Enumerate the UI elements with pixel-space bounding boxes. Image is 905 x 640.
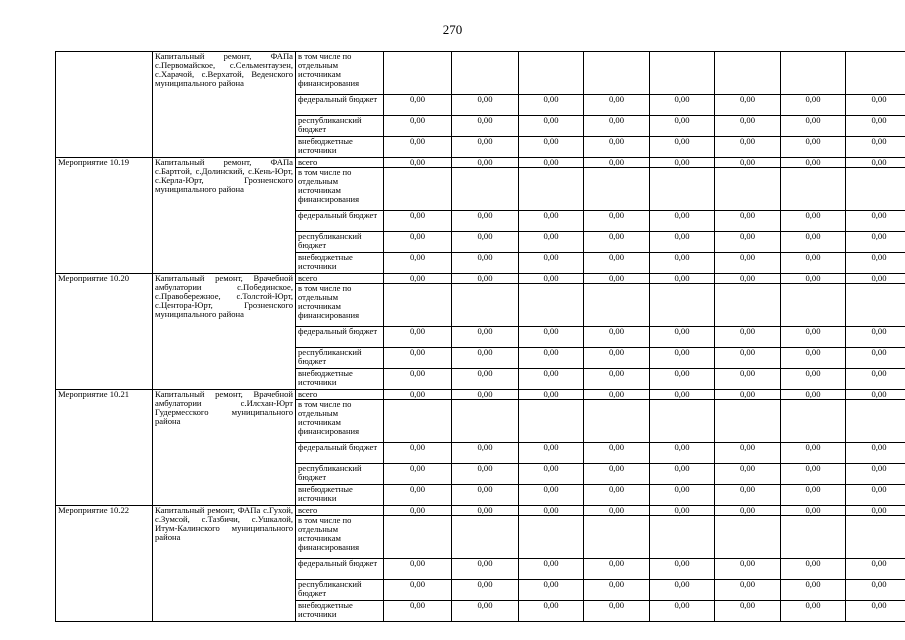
- description-cell: Капитальный ремонт, Врачебной амбулатории с.Илсхан-Юрт Гудермесского муниципального района: [153, 390, 296, 506]
- value-cell: 0,00: [781, 137, 846, 158]
- value-cell: 0,00: [715, 158, 781, 168]
- value-cell: 0,00: [584, 137, 650, 158]
- value-cell: 0,00: [519, 158, 584, 168]
- value-cell: 0,00: [384, 137, 452, 158]
- value-cell: [584, 52, 650, 95]
- event-cell: [56, 52, 153, 158]
- value-cell: [846, 52, 905, 95]
- value-cell: [715, 516, 781, 559]
- value-cell: 0,00: [781, 559, 846, 580]
- value-cell: 0,00: [715, 464, 781, 485]
- value-cell: [384, 52, 452, 95]
- value-cell: [846, 400, 905, 443]
- value-cell: 0,00: [452, 559, 519, 580]
- value-cell: [452, 52, 519, 95]
- value-cell: [452, 168, 519, 211]
- value-cell: 0,00: [715, 601, 781, 622]
- value-cell: 0,00: [715, 369, 781, 390]
- value-cell: 0,00: [519, 137, 584, 158]
- value-cell: 0,00: [452, 211, 519, 232]
- value-cell: [781, 168, 846, 211]
- value-cell: 0,00: [846, 116, 905, 137]
- value-cell: 0,00: [650, 348, 715, 369]
- table-row: [56, 52, 905, 95]
- value-cell: [781, 284, 846, 327]
- value-cell: 0,00: [650, 211, 715, 232]
- source-cell: федеральный бюджет: [296, 211, 384, 232]
- value-cell: 0,00: [519, 443, 584, 464]
- value-cell: 0,00: [452, 253, 519, 274]
- value-cell: [650, 168, 715, 211]
- table-body: [56, 52, 905, 622]
- value-cell: 0,00: [781, 464, 846, 485]
- value-cell: 0,00: [650, 253, 715, 274]
- value-cell: [384, 284, 452, 327]
- value-cell: 0,00: [519, 390, 584, 400]
- value-cell: 0,00: [584, 274, 650, 284]
- value-cell: [384, 400, 452, 443]
- value-cell: 0,00: [650, 95, 715, 116]
- value-cell: 0,00: [846, 348, 905, 369]
- event-cell: Мероприятие 10.20: [56, 274, 153, 390]
- value-cell: 0,00: [384, 211, 452, 232]
- value-cell: 0,00: [584, 443, 650, 464]
- value-cell: 0,00: [384, 390, 452, 400]
- value-cell: [846, 284, 905, 327]
- value-cell: 0,00: [584, 327, 650, 348]
- value-cell: 0,00: [519, 559, 584, 580]
- value-cell: 0,00: [846, 211, 905, 232]
- value-cell: 0,00: [846, 506, 905, 516]
- value-cell: 0,00: [715, 390, 781, 400]
- value-cell: 0,00: [846, 232, 905, 253]
- value-cell: 0,00: [715, 232, 781, 253]
- value-cell: 0,00: [846, 158, 905, 168]
- value-cell: 0,00: [384, 580, 452, 601]
- value-cell: 0,00: [650, 485, 715, 506]
- value-cell: 0,00: [452, 327, 519, 348]
- source-cell: республиканский бюджет: [296, 464, 384, 485]
- value-cell: 0,00: [846, 559, 905, 580]
- value-cell: 0,00: [384, 116, 452, 137]
- value-cell: 0,00: [584, 253, 650, 274]
- value-cell: 0,00: [650, 580, 715, 601]
- value-cell: 0,00: [846, 137, 905, 158]
- source-cell: всего: [296, 390, 384, 400]
- value-cell: 0,00: [384, 232, 452, 253]
- value-cell: 0,00: [715, 95, 781, 116]
- value-cell: 0,00: [715, 580, 781, 601]
- value-cell: 0,00: [519, 253, 584, 274]
- value-cell: 0,00: [846, 253, 905, 274]
- value-cell: 0,00: [781, 327, 846, 348]
- page-number: 270: [442, 22, 463, 37]
- event-cell: Мероприятие 10.22: [56, 506, 153, 622]
- value-cell: 0,00: [584, 211, 650, 232]
- value-cell: 0,00: [452, 232, 519, 253]
- value-cell: 0,00: [781, 274, 846, 284]
- value-cell: 0,00: [584, 95, 650, 116]
- value-cell: [650, 516, 715, 559]
- value-cell: 0,00: [452, 580, 519, 601]
- value-cell: [715, 52, 781, 95]
- value-cell: 0,00: [584, 390, 650, 400]
- value-cell: 0,00: [781, 369, 846, 390]
- source-cell: внебюджетные источники: [296, 369, 384, 390]
- value-cell: 0,00: [584, 485, 650, 506]
- value-cell: [650, 284, 715, 327]
- value-cell: 0,00: [715, 443, 781, 464]
- value-cell: [519, 400, 584, 443]
- table-row: [56, 390, 905, 400]
- value-cell: 0,00: [715, 116, 781, 137]
- value-cell: 0,00: [584, 559, 650, 580]
- value-cell: [584, 400, 650, 443]
- value-cell: 0,00: [846, 95, 905, 116]
- value-cell: 0,00: [384, 485, 452, 506]
- value-cell: [781, 516, 846, 559]
- value-cell: 0,00: [452, 116, 519, 137]
- source-cell: внебюджетные источники: [296, 137, 384, 158]
- budget-table: [55, 51, 905, 622]
- value-cell: 0,00: [715, 274, 781, 284]
- value-cell: 0,00: [519, 232, 584, 253]
- table-row: [56, 158, 905, 168]
- value-cell: 0,00: [584, 580, 650, 601]
- value-cell: 0,00: [846, 390, 905, 400]
- value-cell: 0,00: [519, 95, 584, 116]
- source-cell: всего: [296, 274, 384, 284]
- value-cell: 0,00: [781, 116, 846, 137]
- table-row: [56, 274, 905, 284]
- description-cell: Капитальный ремонт, ФАПа с.Первомайское, с.Сельментаузен, с.Харачой, с.Верхатой, Веденского муниципального района: [153, 52, 296, 158]
- value-cell: 0,00: [650, 506, 715, 516]
- value-cell: 0,00: [715, 253, 781, 274]
- value-cell: 0,00: [452, 369, 519, 390]
- value-cell: 0,00: [781, 348, 846, 369]
- value-cell: 0,00: [452, 158, 519, 168]
- value-cell: 0,00: [781, 390, 846, 400]
- value-cell: 0,00: [384, 443, 452, 464]
- value-cell: 0,00: [846, 464, 905, 485]
- source-cell: в том числе по отдельным источникам финансирования: [296, 284, 384, 327]
- value-cell: [452, 516, 519, 559]
- source-cell: федеральный бюджет: [296, 559, 384, 580]
- value-cell: 0,00: [781, 232, 846, 253]
- value-cell: 0,00: [781, 95, 846, 116]
- value-cell: 0,00: [846, 601, 905, 622]
- value-cell: 0,00: [584, 158, 650, 168]
- value-cell: 0,00: [384, 464, 452, 485]
- source-cell: федеральный бюджет: [296, 443, 384, 464]
- value-cell: 0,00: [781, 580, 846, 601]
- value-cell: [715, 400, 781, 443]
- value-cell: 0,00: [384, 274, 452, 284]
- value-cell: 0,00: [781, 506, 846, 516]
- value-cell: 0,00: [584, 464, 650, 485]
- value-cell: 0,00: [715, 137, 781, 158]
- source-cell: внебюджетные источники: [296, 485, 384, 506]
- value-cell: 0,00: [846, 580, 905, 601]
- source-cell: всего: [296, 506, 384, 516]
- value-cell: [781, 52, 846, 95]
- source-cell: федеральный бюджет: [296, 327, 384, 348]
- value-cell: 0,00: [519, 211, 584, 232]
- value-cell: [384, 168, 452, 211]
- value-cell: 0,00: [452, 485, 519, 506]
- value-cell: 0,00: [781, 253, 846, 274]
- value-cell: [650, 400, 715, 443]
- source-cell: федеральный бюджет: [296, 95, 384, 116]
- source-cell: в том числе по отдельным источникам финансирования: [296, 400, 384, 443]
- value-cell: [452, 400, 519, 443]
- value-cell: 0,00: [650, 390, 715, 400]
- value-cell: 0,00: [519, 369, 584, 390]
- source-cell: республиканский бюджет: [296, 348, 384, 369]
- event-cell: Мероприятие 10.21: [56, 390, 153, 506]
- value-cell: 0,00: [781, 158, 846, 168]
- value-cell: [384, 516, 452, 559]
- value-cell: 0,00: [452, 390, 519, 400]
- value-cell: [781, 400, 846, 443]
- value-cell: 0,00: [452, 348, 519, 369]
- value-cell: 0,00: [519, 274, 584, 284]
- value-cell: 0,00: [384, 95, 452, 116]
- value-cell: 0,00: [650, 327, 715, 348]
- value-cell: 0,00: [715, 348, 781, 369]
- source-cell: в том числе по отдельным источникам финансирования: [296, 52, 384, 95]
- source-cell: республиканский бюджет: [296, 116, 384, 137]
- value-cell: 0,00: [715, 211, 781, 232]
- value-cell: 0,00: [519, 348, 584, 369]
- value-cell: 0,00: [452, 464, 519, 485]
- value-cell: 0,00: [584, 348, 650, 369]
- value-cell: [846, 516, 905, 559]
- value-cell: 0,00: [384, 327, 452, 348]
- value-cell: 0,00: [846, 485, 905, 506]
- source-cell: в том числе по отдельным источникам финансирования: [296, 516, 384, 559]
- value-cell: 0,00: [584, 369, 650, 390]
- value-cell: 0,00: [519, 580, 584, 601]
- value-cell: 0,00: [781, 485, 846, 506]
- value-cell: 0,00: [650, 232, 715, 253]
- value-cell: 0,00: [650, 137, 715, 158]
- source-cell: республиканский бюджет: [296, 232, 384, 253]
- value-cell: 0,00: [846, 327, 905, 348]
- description-cell: Капитальный ремонт, ФАПа с.Гухой, с.Зумсой, с.Тазбичи, с.Ушкалой, Итум-Калинского муниципального района: [153, 506, 296, 622]
- value-cell: 0,00: [584, 116, 650, 137]
- value-cell: 0,00: [452, 95, 519, 116]
- event-cell: Мероприятие 10.19: [56, 158, 153, 274]
- value-cell: 0,00: [384, 601, 452, 622]
- value-cell: [584, 284, 650, 327]
- value-cell: 0,00: [452, 274, 519, 284]
- value-cell: 0,00: [650, 158, 715, 168]
- value-cell: 0,00: [846, 443, 905, 464]
- value-cell: 0,00: [781, 211, 846, 232]
- value-cell: 0,00: [650, 559, 715, 580]
- value-cell: [584, 516, 650, 559]
- value-cell: 0,00: [452, 601, 519, 622]
- value-cell: 0,00: [519, 601, 584, 622]
- value-cell: [519, 516, 584, 559]
- value-cell: 0,00: [384, 348, 452, 369]
- value-cell: [452, 284, 519, 327]
- value-cell: 0,00: [384, 158, 452, 168]
- value-cell: 0,00: [650, 116, 715, 137]
- source-cell: внебюджетные источники: [296, 253, 384, 274]
- description-cell: Капитальный ремонт, Врачебной амбулатории с.Побединское, с.Правобережное, с.Толстой-Юрт, с.Центора-Юрт, Грозненского муниципального района: [153, 274, 296, 390]
- value-cell: 0,00: [715, 559, 781, 580]
- table-row: [56, 506, 905, 516]
- value-cell: 0,00: [584, 601, 650, 622]
- source-cell: внебюджетные источники: [296, 601, 384, 622]
- value-cell: [846, 168, 905, 211]
- value-cell: [650, 52, 715, 95]
- value-cell: 0,00: [519, 506, 584, 516]
- value-cell: 0,00: [650, 369, 715, 390]
- source-cell: в том числе по отдельным источникам финансирования: [296, 168, 384, 211]
- value-cell: 0,00: [650, 274, 715, 284]
- value-cell: [519, 284, 584, 327]
- value-cell: 0,00: [452, 443, 519, 464]
- value-cell: 0,00: [384, 559, 452, 580]
- value-cell: 0,00: [384, 253, 452, 274]
- value-cell: 0,00: [584, 232, 650, 253]
- value-cell: 0,00: [846, 274, 905, 284]
- value-cell: 0,00: [519, 464, 584, 485]
- value-cell: [715, 168, 781, 211]
- value-cell: 0,00: [584, 506, 650, 516]
- value-cell: 0,00: [715, 485, 781, 506]
- value-cell: [519, 168, 584, 211]
- value-cell: 0,00: [715, 506, 781, 516]
- value-cell: 0,00: [519, 327, 584, 348]
- source-cell: всего: [296, 158, 384, 168]
- value-cell: 0,00: [781, 443, 846, 464]
- value-cell: [715, 284, 781, 327]
- value-cell: 0,00: [846, 369, 905, 390]
- value-cell: 0,00: [519, 485, 584, 506]
- value-cell: 0,00: [452, 506, 519, 516]
- value-cell: 0,00: [650, 464, 715, 485]
- source-cell: республиканский бюджет: [296, 580, 384, 601]
- value-cell: 0,00: [452, 137, 519, 158]
- value-cell: 0,00: [781, 601, 846, 622]
- value-cell: [584, 168, 650, 211]
- value-cell: 0,00: [650, 443, 715, 464]
- value-cell: [519, 52, 584, 95]
- value-cell: 0,00: [715, 327, 781, 348]
- value-cell: 0,00: [650, 601, 715, 622]
- value-cell: 0,00: [519, 116, 584, 137]
- value-cell: 0,00: [384, 369, 452, 390]
- value-cell: 0,00: [384, 506, 452, 516]
- description-cell: Капитальный ремонт, ФАПа с.Бартгой, с.Долинский, с.Кень-Юрт, с.Керла-Юрт, Грозненского муниципального района: [153, 158, 296, 274]
